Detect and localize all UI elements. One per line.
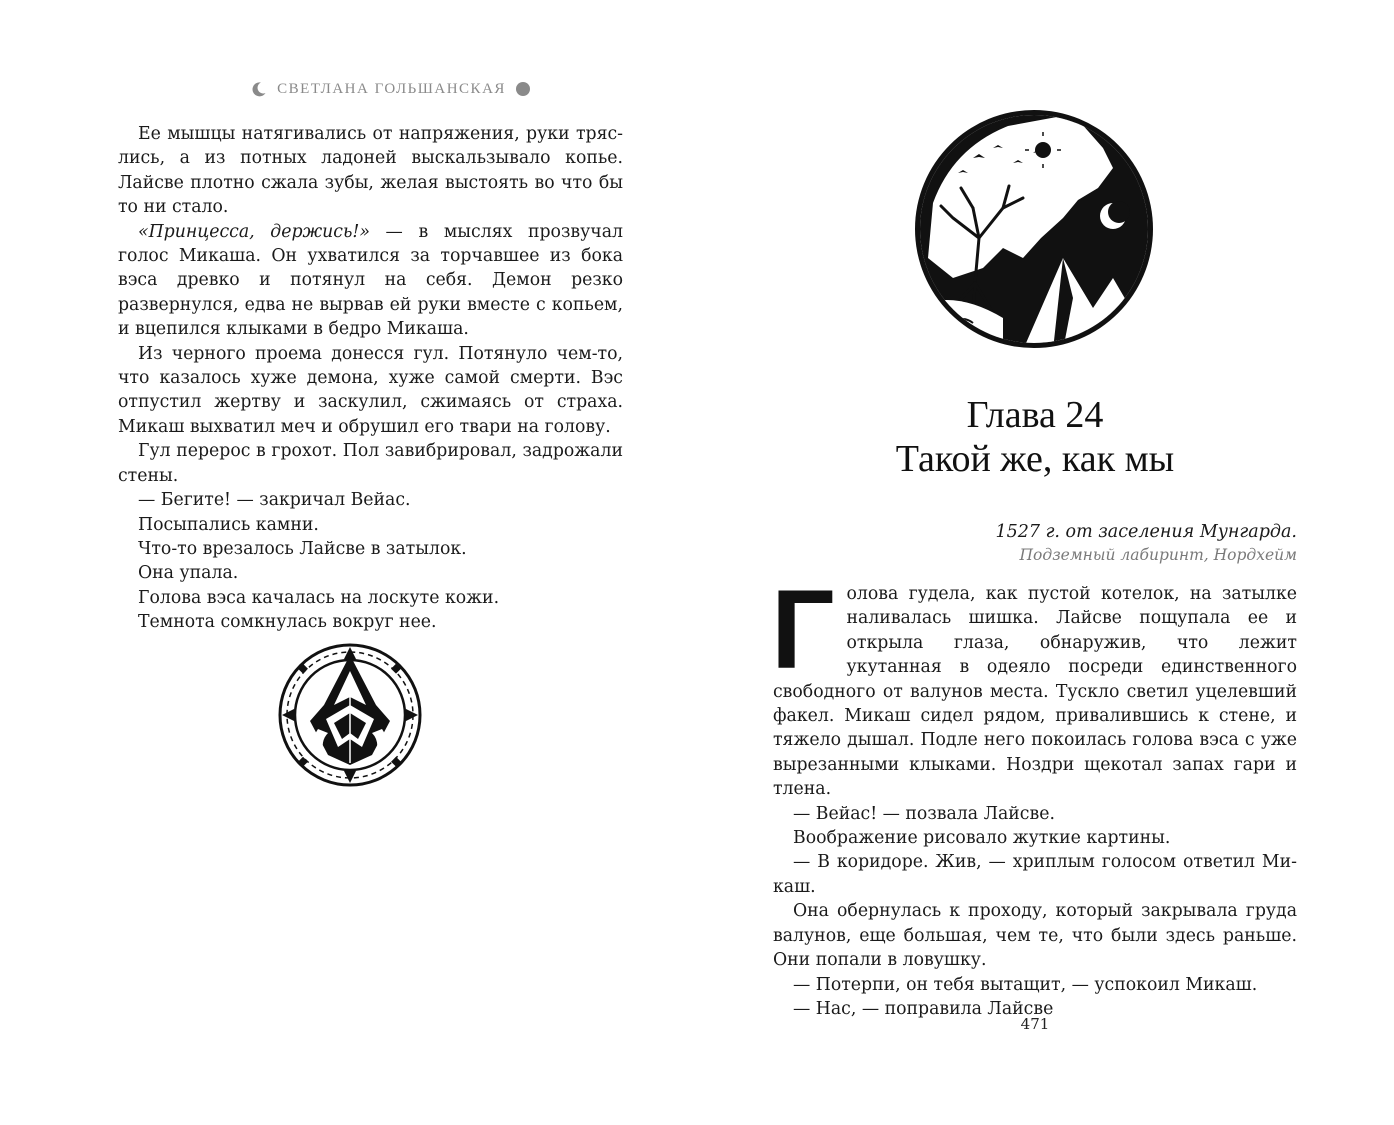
crescent-moon-icon bbox=[251, 81, 267, 97]
wolf-tree-moon-circle-icon bbox=[913, 108, 1155, 350]
right-page bbox=[773, 0, 1297, 1125]
paragraph: Темнота сомкнулась вокруг нее. bbox=[138, 612, 437, 633]
epigraph bbox=[995, 520, 1297, 566]
paragraph: Она обернулась к проходу, который закрывала груда валунов, еще большая, чем те, что были здесь раньше. Они попали в ловушку. bbox=[773, 901, 1297, 971]
left-page bbox=[118, 76, 623, 635]
paragraph-rest: — в мыслях прозвучал голос Микаша. Он ухватился за торчавшее из бока вэса древко и потянул на себя. Демон резко развернулся, едва не вырвав ей руки вместе с копьем, и вцепился клыками в бедро Микаша. bbox=[118, 221, 623, 340]
chapter-number: Глава 24 bbox=[966, 394, 1104, 436]
page-number: 471 bbox=[1020, 1015, 1050, 1033]
chapter-heading bbox=[773, 393, 1297, 481]
paragraph: — Потерпи, он тебя вытащит, — успокоил Микаш. bbox=[793, 974, 1258, 995]
chapter-title: Такой же, как мы bbox=[895, 438, 1175, 480]
paragraph: Посыпались камни. bbox=[138, 514, 319, 535]
paragraph: — Бегите! — закричал Вейас. bbox=[138, 490, 411, 511]
paragraph bbox=[771, 567, 1297, 802]
paragraph: — В коридоре. Жив, — хриплым голосом ответил Микаш. bbox=[773, 852, 1297, 897]
drop-cap: Г bbox=[771, 567, 835, 692]
full-moon-icon bbox=[516, 82, 530, 96]
right-page-text bbox=[771, 567, 1297, 1021]
italic-quote: «Принцесса, держись!» bbox=[138, 221, 370, 242]
epigraph-date: 1527 г. от заселения Мунгарда. bbox=[995, 522, 1297, 542]
running-header-author: СВЕТЛАНА ГОЛЬШАНСКАЯ bbox=[277, 80, 506, 97]
paragraph: Гул перерос в грохот. Пол завибрировал, задрожали стены. bbox=[118, 441, 623, 486]
paragraph: — Вейас! — позвала Лайсве. bbox=[793, 803, 1055, 824]
left-page-text bbox=[118, 122, 623, 635]
paragraph bbox=[118, 220, 623, 342]
epigraph-place: Подземный лабиринт, Нордхейм bbox=[1019, 546, 1297, 564]
tribal-circle-ornament-icon bbox=[278, 643, 422, 787]
paragraph: Воображение рисовало жуткие картины. bbox=[793, 828, 1171, 849]
paragraph: Из черного проема донесся гул. Потянуло чем-то, что казалось хуже демона, хуже самой смерти. Вэс отпустил жертву и заскулил, сжимаясь от страха. Микаш выхватил меч и обрушил его твари на голову. bbox=[118, 343, 623, 437]
paragraph: Ее мышцы натягивались от напряжения, руки тряслись, а из потных ладоней выскальзывало копье. Лайсве плотно сжала зубы, желая выстоять во что бы то ни стало. bbox=[118, 124, 623, 218]
paragraph: Что-то врезалось Лайсве в затылок. bbox=[138, 538, 467, 559]
paragraph-rest: олова гудела, как пустой котелок, на затылке наливалась шишка. Лайсве пощупала ее и открыла глаза, обнаружив, что лежит укутанная в одеяло посреди единственного свободного от валунов места. Тускло светил уцелевший факел. Микаш сидел рядом, привалившись к стене, и тяжело дышал. Подле него покоилась голова вэса с уже вырезанными клыками. Ноздри щекотал запах гари и тлена. bbox=[773, 584, 1297, 800]
paragraph: Голова вэса качалась на лоскуте кожи. bbox=[138, 587, 500, 608]
paragraph: Она упала. bbox=[138, 563, 239, 584]
running-header bbox=[158, 76, 623, 102]
paragraph: — Нас, — поправила Лайсве bbox=[793, 998, 1054, 1019]
